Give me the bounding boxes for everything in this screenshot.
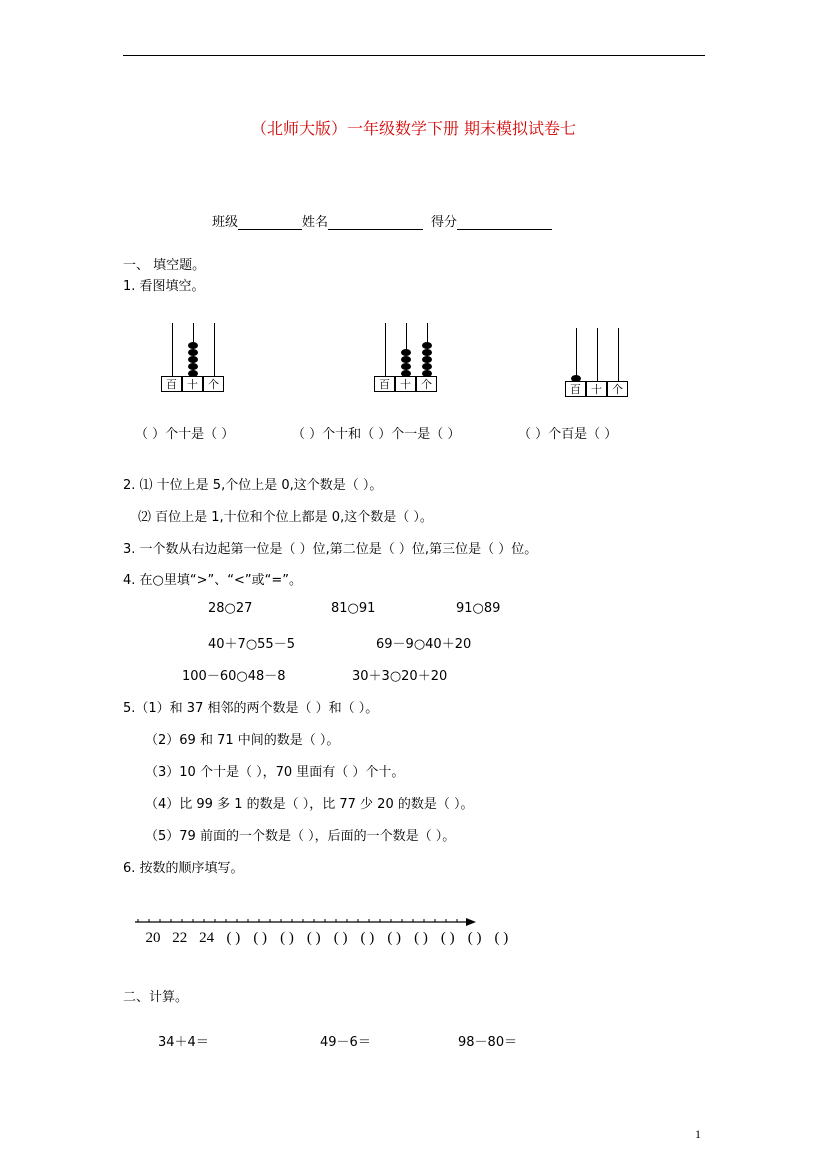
page-number: 1 [695, 1127, 701, 1141]
abacus-place-label: 个 [203, 376, 224, 392]
q4-item: 30＋3○20＋20 [352, 669, 448, 684]
number-line-blank: ( ) [253, 930, 268, 946]
abacus-place-label: 十 [395, 376, 416, 392]
number-line [0, 905, 827, 965]
abacus-place-label: 十 [586, 381, 607, 397]
header-rule [123, 55, 705, 56]
number-line-blank: ( ) [280, 930, 294, 946]
q4-item: 69－9○40＋20 [376, 637, 472, 652]
q1-label: 1. 看图填空。 [123, 279, 205, 294]
abacus-rod [172, 323, 173, 376]
q3-text: 3. 一个数从右边起第一位是（ ）位,第二位是（ ）位,第三位是（ ）位。 [123, 542, 538, 557]
abacus-bead [188, 349, 198, 356]
abacus [565, 328, 631, 398]
abacus-place-label: 个 [607, 381, 628, 397]
class-field[interactable] [238, 215, 302, 230]
abacus-bead [401, 356, 411, 363]
section2-heading: 二、计算。 [123, 990, 189, 1005]
calc-problem-1: 34＋4＝ [158, 1035, 209, 1050]
name-label: 姓名 [302, 215, 329, 230]
abacus-bead [188, 356, 198, 363]
abacus-place-label: 百 [374, 376, 395, 392]
abacus-rod [214, 323, 215, 376]
number-line-blank: ( ) [387, 930, 402, 946]
abacus-rod [618, 328, 619, 381]
abacus-bead [401, 349, 411, 356]
number-line-value: 22 [172, 930, 188, 946]
abacus-rod [385, 323, 386, 376]
abacus [374, 323, 440, 393]
number-line-blank: ( ) [467, 930, 482, 946]
abacus-place-label: 个 [416, 376, 437, 392]
q5-item-5: （5）79 前面的一个数是（ ），后面的一个数是（ ）。 [145, 829, 456, 844]
q5-item-1: 5.（1）和 37 相邻的两个数是（ ）和（ ）。 [123, 701, 379, 716]
page-title: （北师大版）一年级数学下册 期末模拟试卷七 [250, 119, 577, 138]
q1-answer-1: （ ）个十是（ ） [135, 427, 235, 442]
abacus-place-label: 百 [565, 381, 586, 397]
q4-item: 100－60○48－8 [182, 669, 286, 684]
abacus-rod [576, 328, 577, 381]
student-info-row [212, 211, 552, 230]
abacus-bead [422, 356, 432, 363]
abacus-place-label: 十 [182, 376, 203, 392]
score-field[interactable] [457, 215, 552, 230]
number-line-blank: ( ) [440, 930, 455, 946]
number-line-blank: ( ) [306, 930, 321, 946]
q2-line2: ⑵ 百位上是 1,十位和个位上都是 0,这个数是（ ）。 [138, 510, 433, 525]
abacus-bead [422, 342, 432, 349]
abacus-bead [188, 363, 198, 370]
name-field[interactable] [328, 215, 423, 230]
section1-heading: 一、 填空题。 [123, 258, 206, 273]
q5-item-2: （2）69 和 71 中间的数是（ ）。 [145, 733, 340, 748]
q5-item-3: （3）10 个十是（ ），70 里面有（ ）个十。 [145, 765, 405, 780]
number-line-blank: ( ) [414, 930, 428, 946]
abacus-bead [422, 363, 432, 370]
q4-item: 91○89 [456, 601, 501, 616]
number-line-arrow [466, 918, 476, 926]
abacus-bead [422, 349, 432, 356]
calc-problem-2: 49－6＝ [320, 1035, 371, 1050]
q4-item: 40＋7○55－5 [208, 637, 295, 652]
q4-label: 4. 在○里填“>”、“<”或“=”。 [123, 573, 302, 588]
number-line-blank: ( ) [360, 930, 375, 946]
number-line-value: 20 [145, 930, 161, 946]
number-line-value: 24 [199, 930, 215, 946]
abacus-place-label: 百 [161, 376, 182, 392]
number-line-blank: ( ) [226, 930, 241, 946]
calc-problem-3: 98－80＝ [458, 1035, 518, 1050]
q4-item: 81○91 [331, 601, 376, 616]
abacus [161, 323, 227, 393]
q4-item: 28○27 [208, 601, 253, 616]
abacus-rod [597, 328, 598, 381]
number-line-blank: ( ) [333, 930, 348, 946]
abacus-bead [188, 342, 198, 349]
q1-answer-3: （ ）个百是（ ） [518, 427, 618, 442]
q2-line1: 2. ⑴ 十位上是 5,个位上是 0,这个数是（ ）。 [123, 478, 383, 493]
number-line-blank: ( ) [494, 930, 509, 946]
q5-item-4: （4）比 99 多 1 的数是（ ），比 77 少 20 的数是（ ）。 [145, 797, 474, 812]
abacus-bead [401, 363, 411, 370]
q1-answer-2: （ ）个十和（ ）个一是（ ） [292, 427, 461, 442]
score-label: 得分 [431, 215, 458, 230]
class-label: 班级 [212, 215, 239, 230]
q6-label: 6. 按数的顺序填写。 [123, 861, 244, 876]
